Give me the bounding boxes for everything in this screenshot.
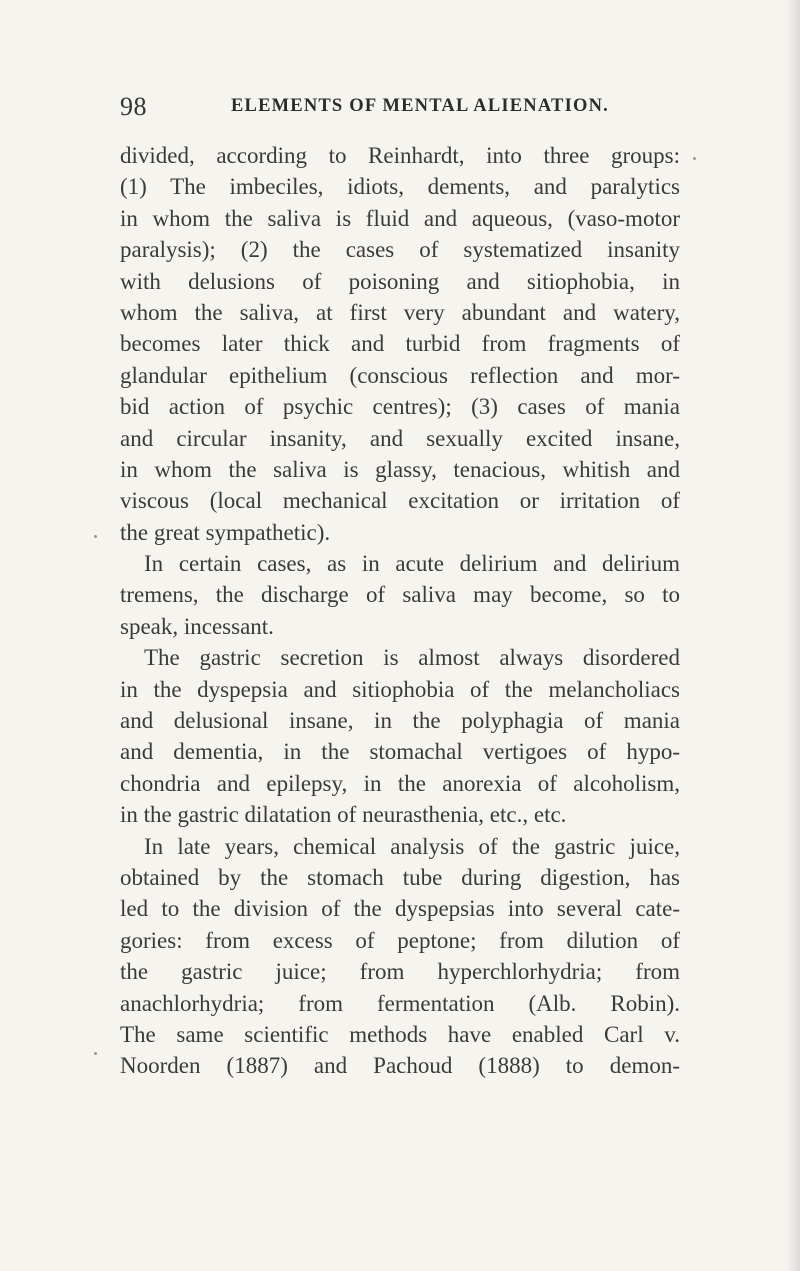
text-line: chondria and epilepsy, in the anorexia of alcoholism, (120, 770, 680, 796)
text-line: the gastric juice; from hyperchlorhydria; from (120, 959, 680, 985)
text-line: and delusional insane, in the polyphagia of mania (120, 708, 680, 734)
text-line: (1) The imbeciles, idiots, dements, and paralytics (120, 174, 680, 200)
text-line: bid action of psychic centres); (3) cases of mania (120, 394, 680, 420)
speck-mark (94, 535, 97, 538)
running-title: ELEMENTS OF MENTAL ALIENATION. (231, 96, 609, 116)
text-line: in the gastric dilatation of neurasthenia, etc., etc. (120, 802, 567, 828)
page-header (120, 92, 680, 122)
text-line: whom the saliva, at first very abundant and watery, (120, 299, 680, 325)
text-line: Noorden (1887) and Pachoud (1888) to demon- (120, 1053, 680, 1079)
text-line: paralysis); (2) the cases of systematized insanity (120, 237, 680, 263)
text-line: speak, incessant. (120, 613, 274, 639)
text-line: anachlorhydria; from fermentation (Alb. Robin). (120, 990, 680, 1016)
text-line: gories: from excess of peptone; from dilution of (120, 927, 680, 953)
text-line: and dementia, in the stomachal vertigoes of hypo- (120, 739, 680, 765)
text-line: in the dyspepsia and sitiophobia of the melancholiacs (120, 676, 680, 702)
speck-mark (94, 1052, 97, 1055)
text-line: In late years, chemical analysis of the gastric juice, (144, 833, 680, 859)
text-line: the great sympathetic). (120, 519, 331, 545)
body-text (120, 140, 680, 1082)
text-line: In certain cases, as in acute delirium and delirium (144, 551, 680, 577)
text-line: The gastric secretion is almost always disordered (144, 645, 680, 671)
text-line: in whom the saliva is glassy, tenacious, whitish and (120, 456, 680, 482)
text-line: led to the division of the dyspepsias into several cate- (120, 896, 680, 922)
text-line: becomes later thick and turbid from fragments of (120, 331, 680, 357)
page-edge-shadow (786, 0, 800, 1271)
text-line: obtained by the stomach tube during digestion, has (120, 864, 680, 890)
text-line: viscous (local mechanical excitation or irritation of (120, 488, 680, 514)
text-line: The same scientific methods have enabled Carl v. (120, 1021, 680, 1047)
text-line: divided, according to Reinhardt, into three groups: (120, 143, 680, 168)
text-line: with delusions of poisoning and sitiophobia, in (120, 268, 680, 294)
text-line: glandular epithelium (conscious reflection and mor- (120, 362, 680, 388)
page-number: 98 (120, 92, 147, 121)
text-line: in whom the saliva is fluid and aqueous, (vaso-motor (120, 205, 680, 231)
text-line: and circular insanity, and sexually excited insane, (120, 425, 680, 451)
speck-mark (693, 157, 696, 160)
text-line: tremens, the discharge of saliva may become, so to (120, 582, 680, 608)
